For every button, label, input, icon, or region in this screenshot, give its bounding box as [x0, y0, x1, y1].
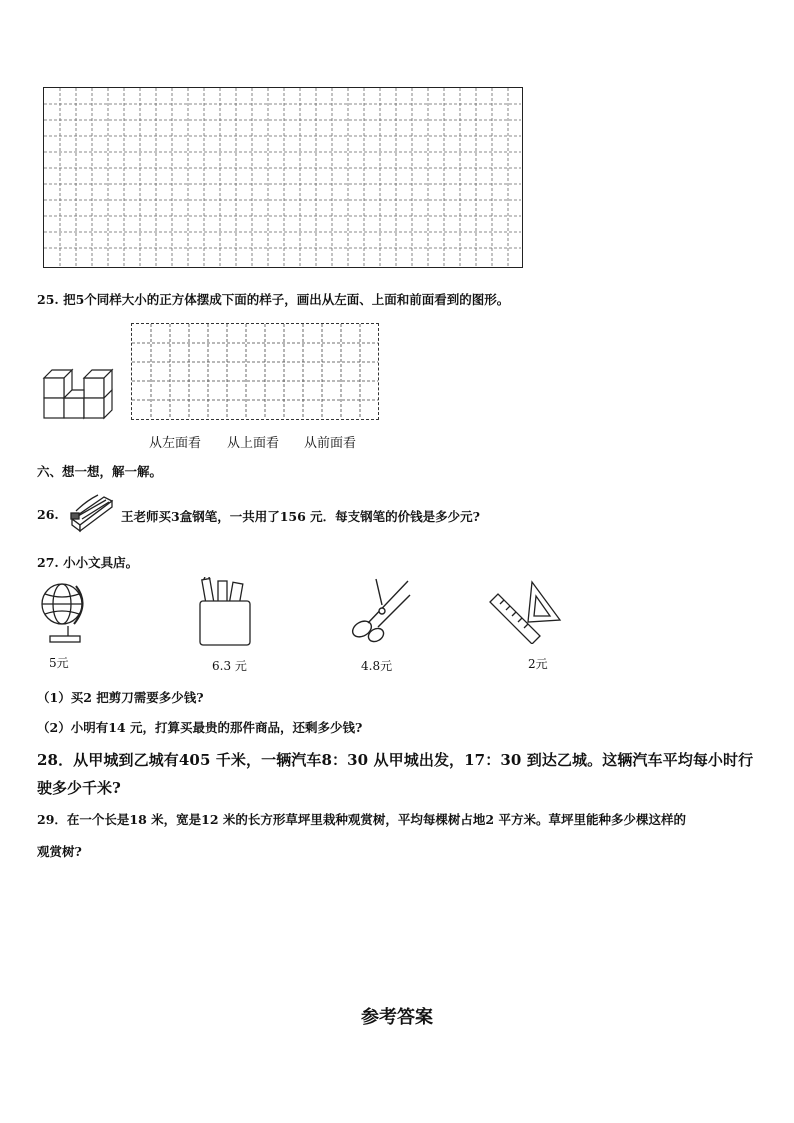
pen-box-figure: [66, 491, 116, 533]
q28-line-2: 驶多少千米?: [37, 779, 121, 797]
section-6-title: 六、想一想，解一解。: [37, 464, 163, 479]
ruler-set-price: 2元: [528, 657, 548, 671]
pencil-cup-item: [196, 577, 254, 647]
q29-line-2: 观赏树?: [37, 844, 82, 859]
scissors-icon: [348, 577, 414, 643]
q25-number: 25.: [37, 292, 59, 307]
scissors-item: [348, 577, 414, 643]
q25-text: 把5个同样大小的正方体摆成下面的样子，画出从左面、上面和前面看到的图形。: [63, 292, 510, 307]
pen-box-icon: [66, 491, 116, 533]
q27-subquestion-1: （1）买2 把剪刀需要多少钱?: [37, 690, 204, 705]
globe-price: 5元: [49, 656, 69, 670]
view-label-top: 从上面看: [227, 436, 280, 451]
view-label-front: 从前面看: [304, 436, 357, 451]
question-25: [37, 290, 509, 308]
q27-number: 27.: [37, 555, 59, 570]
ruler-set-item: [488, 580, 564, 644]
pencil-cup-icon: [196, 577, 254, 647]
view-grid-lines: [132, 324, 378, 419]
globe-icon: [38, 578, 86, 650]
view-label-left: 从左面看: [149, 436, 202, 451]
q29-line-1: 29．在一个长是18 米，宽是12 米的长方形草坪里栽种观赏树，平均每棵树占地2 平方米。草坪里能种多少棵这样的: [37, 812, 686, 827]
q27-subquestion-2: （2）小明有14 元，打算买最贵的那件商品，还剩多少钱?: [37, 720, 363, 735]
pencil-cup-price: 6.3 元: [212, 659, 247, 673]
answer-section-title: 参考答案: [361, 1007, 433, 1028]
view-drawing-grid: [131, 323, 379, 420]
q27-title: 小小文具店。: [63, 555, 139, 570]
scissors-price: 4.8元: [361, 659, 393, 673]
ruler-set-icon: [488, 580, 564, 644]
cube-arrangement-figure: [42, 368, 116, 424]
q28-line-1: 28．从甲城到乙城有405 千米，一辆汽车8：30 从甲城出发，17：30 到达乙城。这辆汽车平均每小时行: [37, 751, 754, 769]
writing-grid-lines: [44, 88, 521, 266]
q26-text: 王老师买3盒钢笔，一共用了156 元．每支钢笔的价钱是多少元?: [121, 509, 480, 524]
globe-item: [38, 578, 86, 650]
cubes-icon: [42, 368, 116, 424]
writing-grid: [43, 87, 523, 268]
q26-number: 26.: [37, 507, 59, 522]
question-27: [37, 553, 138, 571]
